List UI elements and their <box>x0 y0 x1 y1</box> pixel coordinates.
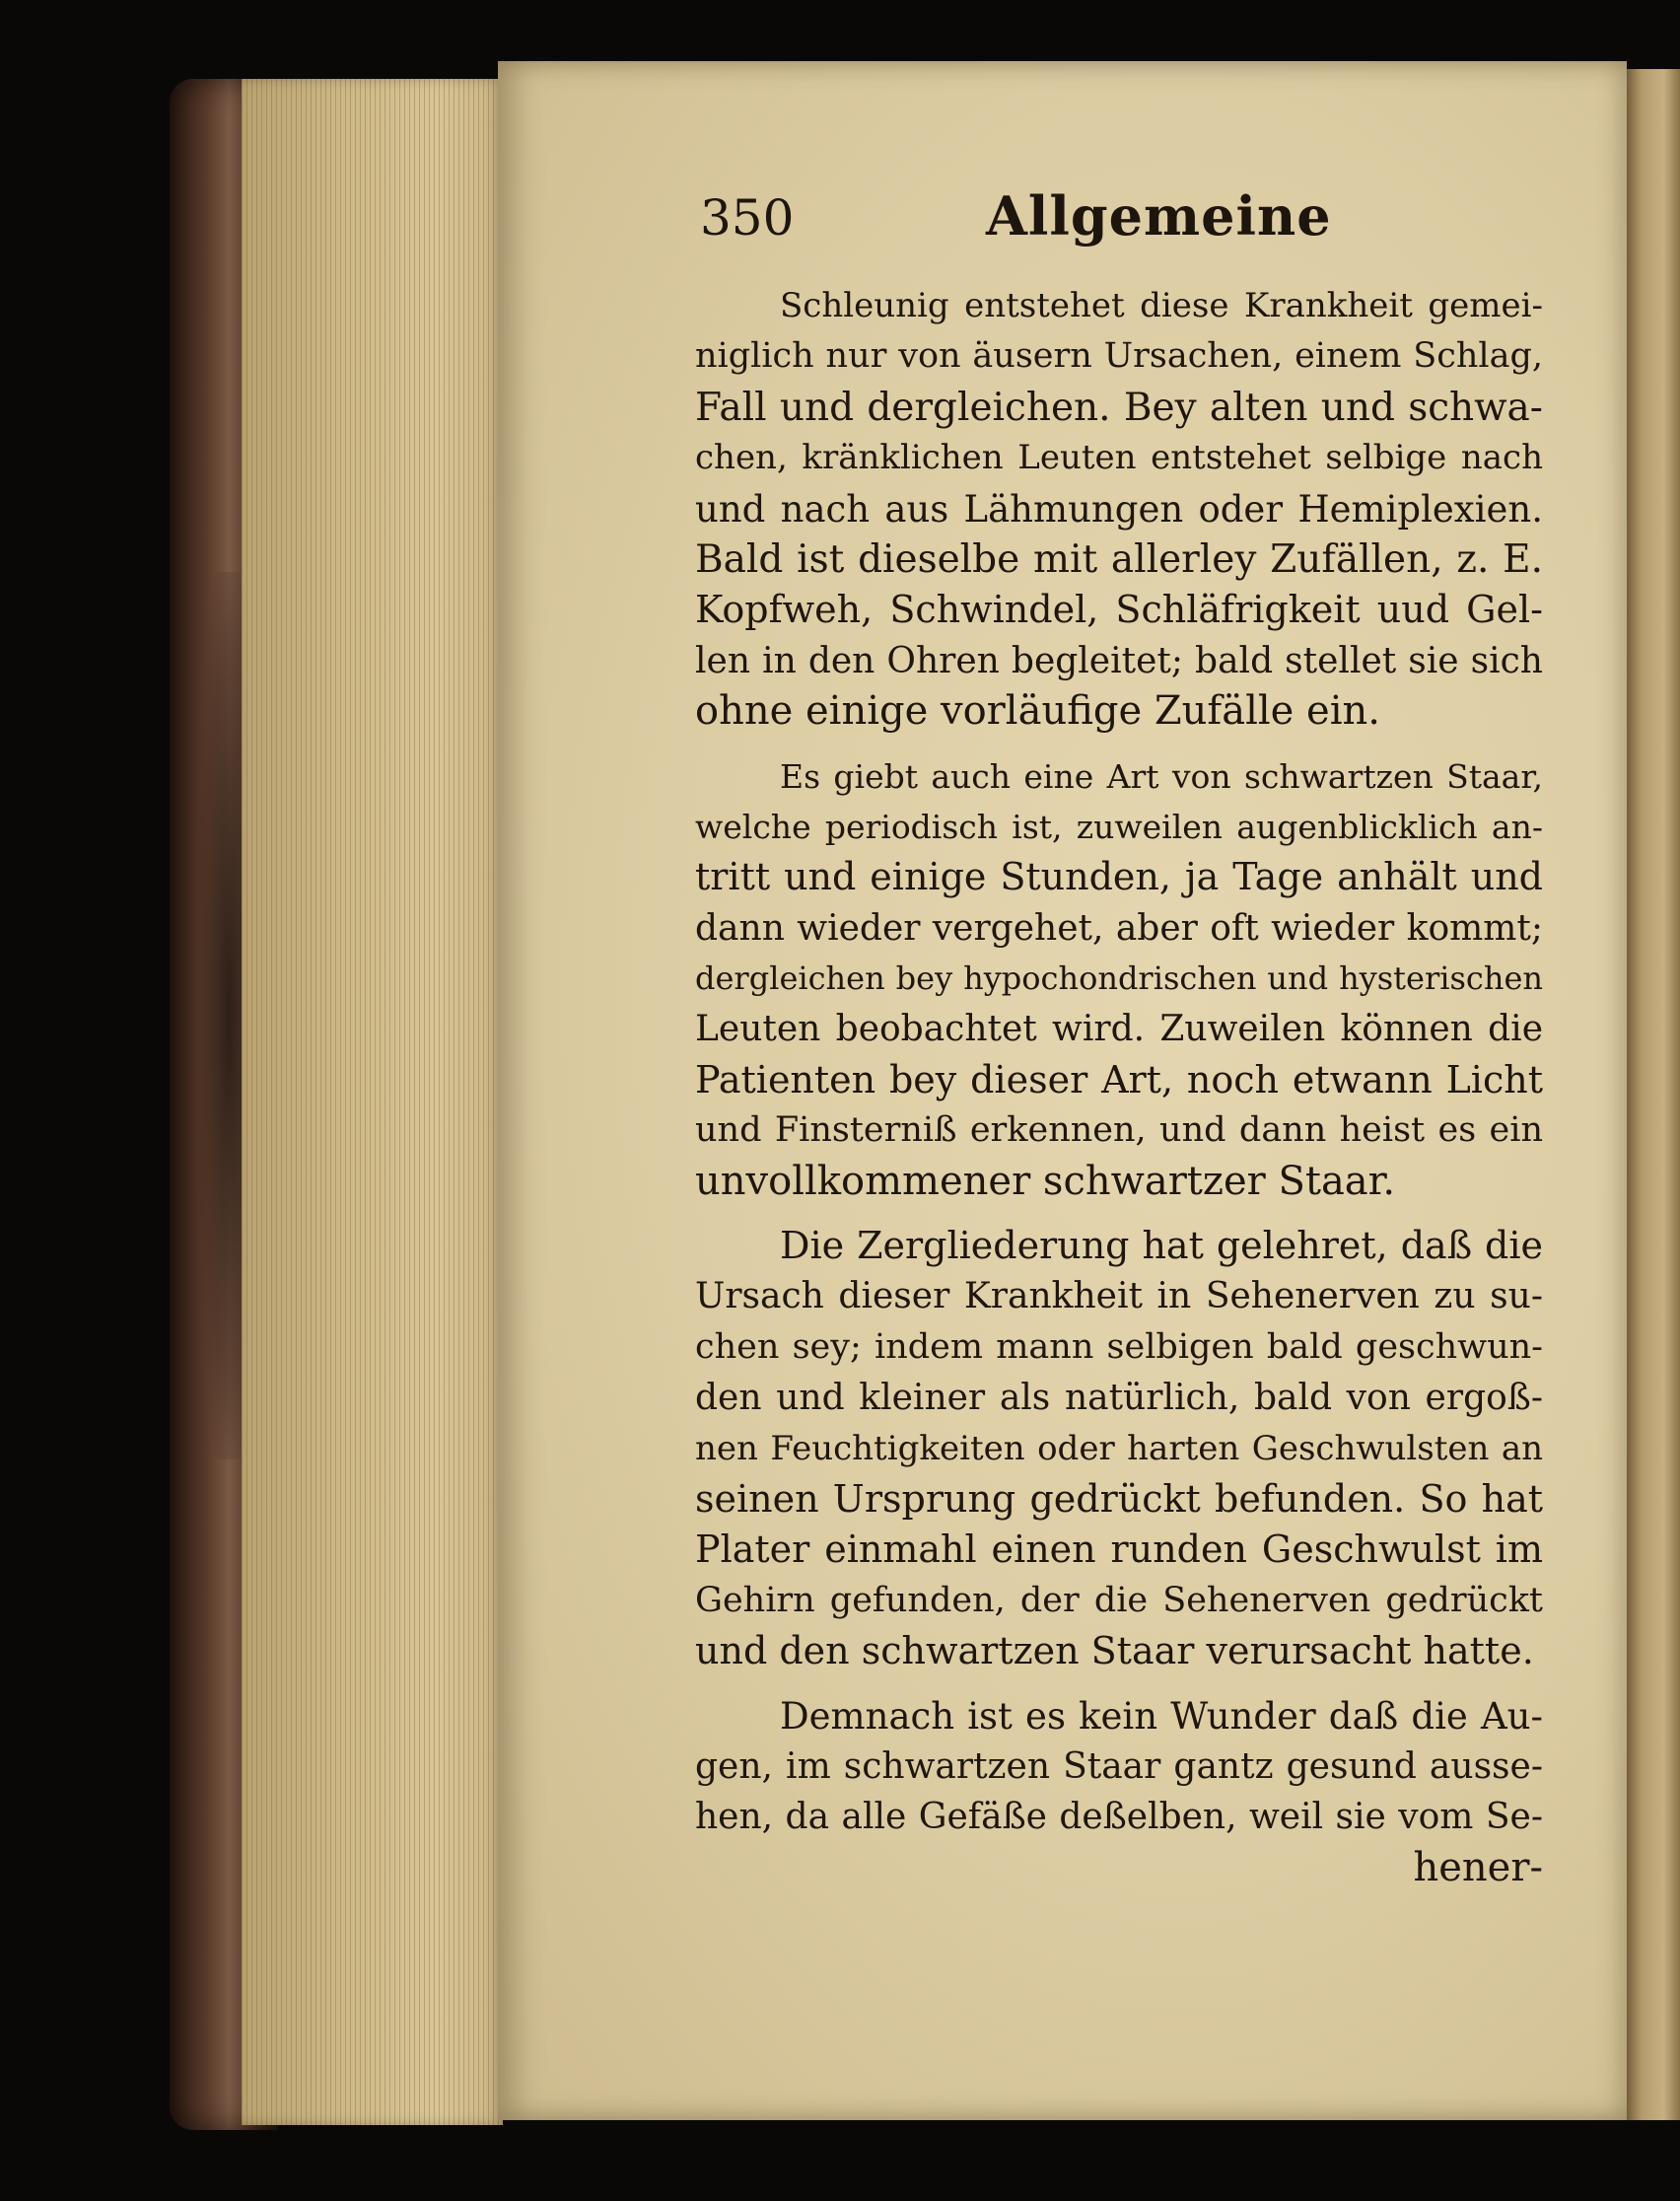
text-line: den und kleiner als natürlich, bald von ergoß- <box>695 1378 1543 1419</box>
text-line: len in den Ohren begleitet; bald stellet sie sich <box>695 640 1543 681</box>
text-line: ohne einige vorläufige Zufälle ein. <box>695 688 1380 735</box>
text-line: hen, da alle Gefäße deßelben, weil sie vom Se- <box>695 1797 1543 1838</box>
paragraph <box>695 751 1543 1208</box>
text-line: Plater einmahl einen runden Geschwulst im <box>695 1527 1543 1572</box>
paragraph <box>695 281 1543 738</box>
page-edges <box>242 79 503 2125</box>
paragraph <box>695 1691 1543 1843</box>
text-line: und Finsterniß erkennen, und dann heist es ein <box>695 1110 1543 1151</box>
running-head <box>700 184 1558 262</box>
text-line: Bald ist dieselbe mit allerley Zufällen, z. E. <box>695 536 1543 582</box>
text-line: welche periodisch ist, zuweilen augenblicklich an- <box>695 807 1543 846</box>
text-line: niglich nur von äusern Ursachen, einem Schlag, <box>695 336 1543 377</box>
text-line: Gehirn gefunden, der die Sehenerven gedrückt <box>695 1580 1543 1620</box>
text-line: seinen Ursprung gedrückt befunden. So hat <box>695 1476 1543 1521</box>
text-line: tritt und einige Stunden, ja Tage anhält und <box>695 855 1543 899</box>
text-line: Demnach ist es kein Wunder daß die Au- <box>780 1694 1543 1738</box>
text-line: und den schwartzen Staar verursacht hatte. <box>695 1629 1534 1673</box>
paragraph <box>695 1221 1543 1677</box>
text-line: chen, kränklichen Leuten entstehet selbige nach <box>695 438 1543 478</box>
catchword: hener- <box>1413 1844 1543 1890</box>
text-line: Kopfweh, Schwindel, Schläfrigkeit uud Gel- <box>695 588 1543 632</box>
text-line: Ursach dieser Krankheit in Sehenerven zu su- <box>695 1276 1543 1317</box>
text-line: dann wieder vergehet, aber oft wieder kommt; <box>695 907 1543 949</box>
page-number: 350 <box>700 189 795 247</box>
text-line: Leuten beobachtet wird. Zuweilen können die <box>695 1009 1543 1050</box>
text-line: Es giebt auch eine Art von schwartzen Staar, <box>780 756 1543 796</box>
text-line: gen, im schwartzen Staar gantz gesund ausse- <box>695 1745 1543 1787</box>
text-line: unvollkommener schwartzer Staar. <box>695 1158 1396 1204</box>
text-line: dergleichen bey hypochondrischen und hysterischen <box>695 959 1543 998</box>
text-line: Schleunig entstehet diese Krankheit gemei- <box>780 286 1543 325</box>
body-text <box>695 281 1543 1893</box>
facing-page-edge <box>1625 69 1680 2120</box>
text-line: und nach aus Lähmungen oder Hemiplexien. <box>695 487 1543 531</box>
text-line: nen Feuchtigkeiten oder harten Geschwulsten an <box>695 1428 1543 1468</box>
text-line: chen sey; indem mann selbigen bald geschwun- <box>695 1326 1543 1367</box>
text-line: Die Zergliederung hat gelehret, daß die <box>780 1224 1543 1268</box>
text-line: Patienten bey dieser Art, noch etwann Licht <box>695 1057 1543 1101</box>
text-line: Fall und dergleichen. Bey alten und schwa- <box>695 385 1543 430</box>
running-title: Allgemeine <box>986 184 1332 248</box>
